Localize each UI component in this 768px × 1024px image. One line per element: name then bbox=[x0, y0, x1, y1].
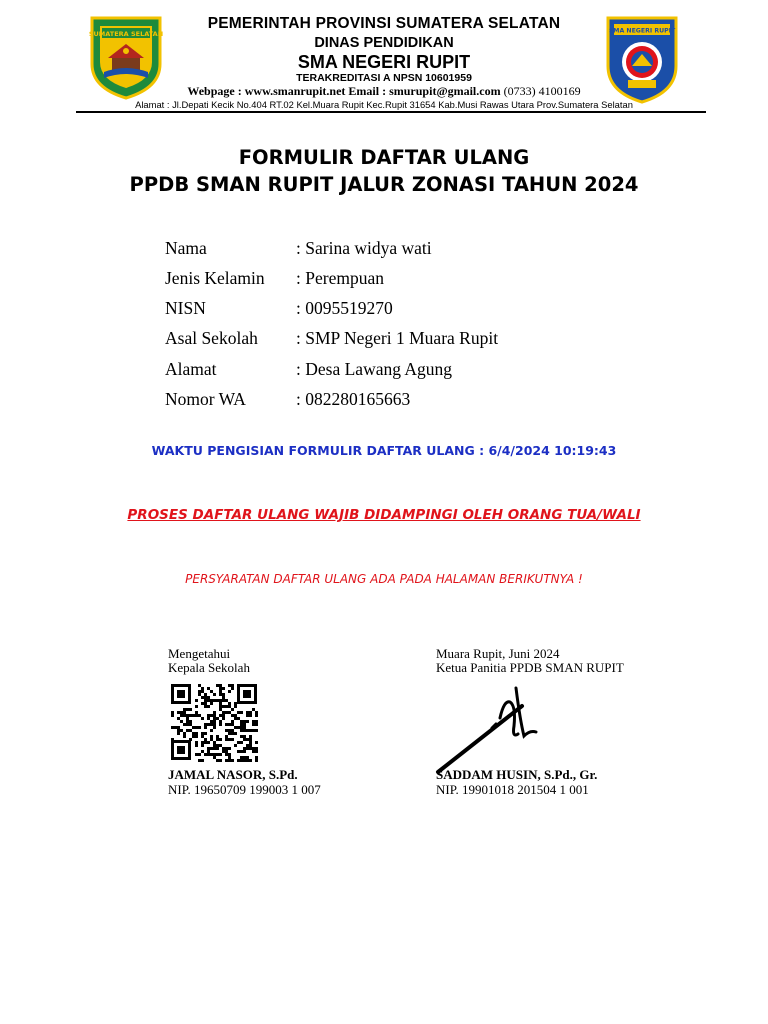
field-value: : 082280165663 bbox=[296, 389, 410, 410]
webpage-value: www.smanrupit.net bbox=[244, 84, 346, 98]
field-value: : Perempuan bbox=[296, 268, 384, 289]
form-subtitle: PPDB SMAN RUPIT JALUR ZONASI TAHUN 2024 bbox=[129, 173, 639, 196]
field-value: : Sarina widya wati bbox=[296, 238, 432, 259]
field-label: NISN bbox=[165, 298, 206, 318]
sig-left-line1: Mengetahui bbox=[168, 646, 231, 661]
field-label: Nama bbox=[165, 238, 207, 258]
sig-right-nip: NIP. 19901018 201504 1 001 bbox=[436, 782, 589, 797]
sig-right-line1: Muara Rupit, Juni 2024 bbox=[436, 646, 560, 661]
persyaratan-note: PERSYARATAN DAFTAR ULANG ADA PADA HALAMAN BERIKUTNYA ! bbox=[185, 572, 583, 586]
email-label: Email : bbox=[348, 84, 387, 98]
kop-pemerintah: PEMERINTAH PROVINSI SUMATERA SELATAN bbox=[207, 15, 561, 32]
field-label: Alamat bbox=[165, 359, 217, 379]
qr-code-icon bbox=[169, 682, 259, 762]
sig-left-line2: Kepala Sekolah bbox=[168, 660, 250, 675]
kop-dinas: DINAS PENDIDIKAN bbox=[314, 35, 454, 51]
svg-text:SMA NEGERI RUPIT: SMA NEGERI RUPIT bbox=[608, 27, 676, 35]
letterhead-divider bbox=[76, 111, 706, 113]
kop-contact bbox=[0, 84, 768, 99]
form-title: FORMULIR DAFTAR ULANG bbox=[238, 146, 530, 169]
svg-text:SUMATERA SELATAN: SUMATERA SELATAN bbox=[88, 30, 164, 38]
field-label: Asal Sekolah bbox=[165, 328, 258, 348]
sig-left-name: JAMAL NASOR, S.Pd. bbox=[168, 767, 298, 782]
field-value: : Desa Lawang Agung bbox=[296, 359, 452, 380]
field-value: : 0095519270 bbox=[296, 298, 393, 319]
field-value: : SMP Negeri 1 Muara Rupit bbox=[296, 328, 498, 349]
sig-left-nip: NIP. 19650709 199003 1 007 bbox=[168, 782, 321, 797]
field-label: Nomor WA bbox=[165, 389, 246, 409]
email-value: smurupit@gmail.com bbox=[389, 84, 501, 98]
sig-right-name: SADDAM HUSIN, S.Pd., Gr. bbox=[436, 767, 598, 782]
waktu-pengisian: WAKTU PENGISIAN FORMULIR DAFTAR ULANG : 6/4/2024 10:19:43 bbox=[151, 443, 617, 458]
kop-school-name: SMA NEGERI RUPIT bbox=[297, 52, 471, 72]
kop-address: Alamat : Jl.Depati Kecik No.404 RT.02 Kel.Muara Rupit Kec.Rupit 31654 Kab.Musi Rawas Utara Prov.Sumatera Selatan bbox=[135, 99, 633, 110]
handwritten-signature bbox=[430, 680, 560, 780]
sig-right-line2: Ketua Panitia PPDB SMAN RUPIT bbox=[436, 660, 624, 675]
kop-akreditasi: TERAKREDITASI A NPSN 10601959 bbox=[296, 72, 472, 84]
phone-value: (0733) 4100169 bbox=[503, 84, 581, 98]
field-label: Jenis Kelamin bbox=[165, 268, 265, 288]
webpage-label: Webpage : bbox=[187, 84, 242, 98]
proses-warning: PROSES DAFTAR ULANG WAJIB DIDAMPINGI OLEH ORANG TUA/WALI bbox=[127, 507, 641, 523]
